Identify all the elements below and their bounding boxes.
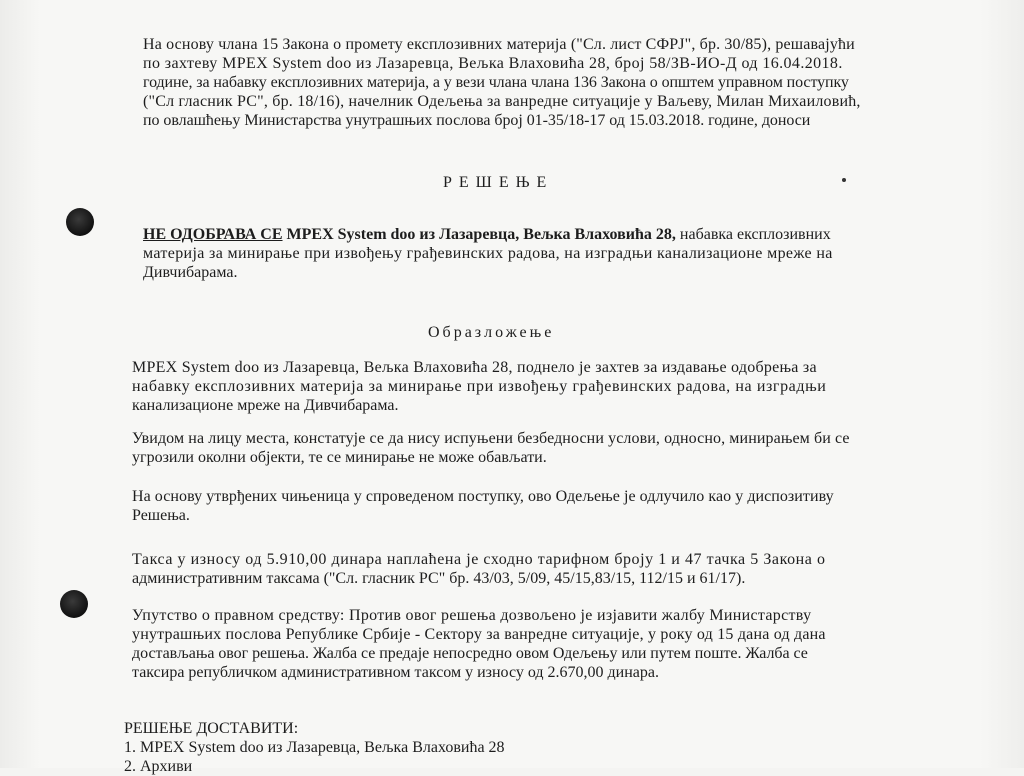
delivery-heading: РЕШЕЊЕ ДОСТАВИТИ: <box>124 720 299 737</box>
paragraph-line: административним таксама ("Сл. гласник РС" бр. 43/03, 5/09, 45/15,83/15, 112/15 и 61/17). <box>132 570 746 587</box>
decision-line-1-rest: набавка експлозивних <box>675 226 831 243</box>
paragraph-line: достављања овог решења. Жалба се предаје непосредно овом Одељењу или путем поште. Жалба се <box>132 645 808 662</box>
reasoning-paragraph-3 <box>132 487 834 525</box>
decision-line: Дивчибарама. <box>143 264 238 281</box>
decision-title: РЕШЕЊЕ <box>443 174 554 191</box>
intro-line: по овлашћењу Министарства унутрашњих послова број 01-35/18-17 од 15.03.2018. године, доноси <box>143 112 811 129</box>
legal-remedy-paragraph <box>132 606 826 682</box>
intro-line: На основу члана 15 Закона о промету експлозивних материја ("Сл. лист СФРЈ", бр. 30/85), решавајући <box>143 36 855 53</box>
intro-line: ("Сл гласник РС", бр. 18/16), начелник Одељења за ванредне ситуације у Ваљеву, Милан Михаиловић, <box>143 93 861 110</box>
decision-line-1 <box>143 225 833 244</box>
paragraph-line: набавку експлозивних материја за минирање при извођењу грађевинских радова, на изградњи <box>132 378 827 395</box>
reasoning-paragraph-1 <box>132 358 826 415</box>
decision-lead: НЕ ОДОБРАВА СЕ <box>143 226 283 243</box>
punch-hole-bottom <box>60 590 88 618</box>
paragraph-line: Решења. <box>132 507 190 524</box>
paragraph-line: угрозили околни објекти, те се минирање не може обављати. <box>132 449 547 466</box>
fee-paragraph <box>132 550 826 588</box>
paragraph-line: Такса у износу од 5.910,00 динара наплаћена је сходно тарифном броју 1 и 47 тачка 5 Закона о <box>132 551 826 568</box>
delivery-item: 2. Архиви <box>124 758 193 775</box>
paragraph-line: унутрашњих послова Републике Србије - Сектору за ванредне ситуације, у року од 15 дана од дана <box>132 626 826 643</box>
decision-company: MPEX System doo из Лазаревца, Вељка Влаховића 28, <box>286 226 676 243</box>
intro-paragraph <box>143 35 861 130</box>
reasoning-title: Образложење <box>428 324 555 341</box>
paragraph-line: Увидом на лицу места, констатује се да нису испуњени безбедносни услови, односно, минирањем би се <box>132 430 850 447</box>
paragraph-line: таксира републичком административном таксом у износу од 2.670,00 динара. <box>132 664 659 681</box>
scan-speck <box>842 178 846 182</box>
punch-hole-top <box>66 208 94 236</box>
decision-paragraph <box>143 225 833 282</box>
paragraph-line: Упутство о правном средству: Против овог решења дозвољено је изјавити жалбу Министарству <box>132 607 812 624</box>
intro-line: по захтеву MPEX System doo из Лазаревца, Вељка Влаховића 28, број 58/ЗВ-ИО-Д од 16.04.2018. <box>143 55 843 72</box>
intro-line: године, за набавку експлозивних материја, а у вези члана члана 136 Закона о општем управном поступку <box>143 74 849 91</box>
paragraph-line: На основу утврђених чињеница у спроведеном поступку, ово Одељење је одлучило као у диспозитиву <box>132 488 834 505</box>
paragraph-line: канализационе мреже на Дивчибарама. <box>132 397 399 414</box>
delivery-section <box>124 719 505 776</box>
decision-line: материја за минирање при извођењу грађевинских радова, на изградњи канализационе мреже на <box>143 245 833 262</box>
paragraph-line: MPEX System doo из Лазаревца, Вељка Влаховића 28, поднело је захтев за издавање одобрења за <box>132 359 817 376</box>
reasoning-paragraph-2 <box>132 429 850 467</box>
delivery-item: 1. MPEX System doo из Лазаревца, Вељка Влаховића 28 <box>124 739 505 756</box>
